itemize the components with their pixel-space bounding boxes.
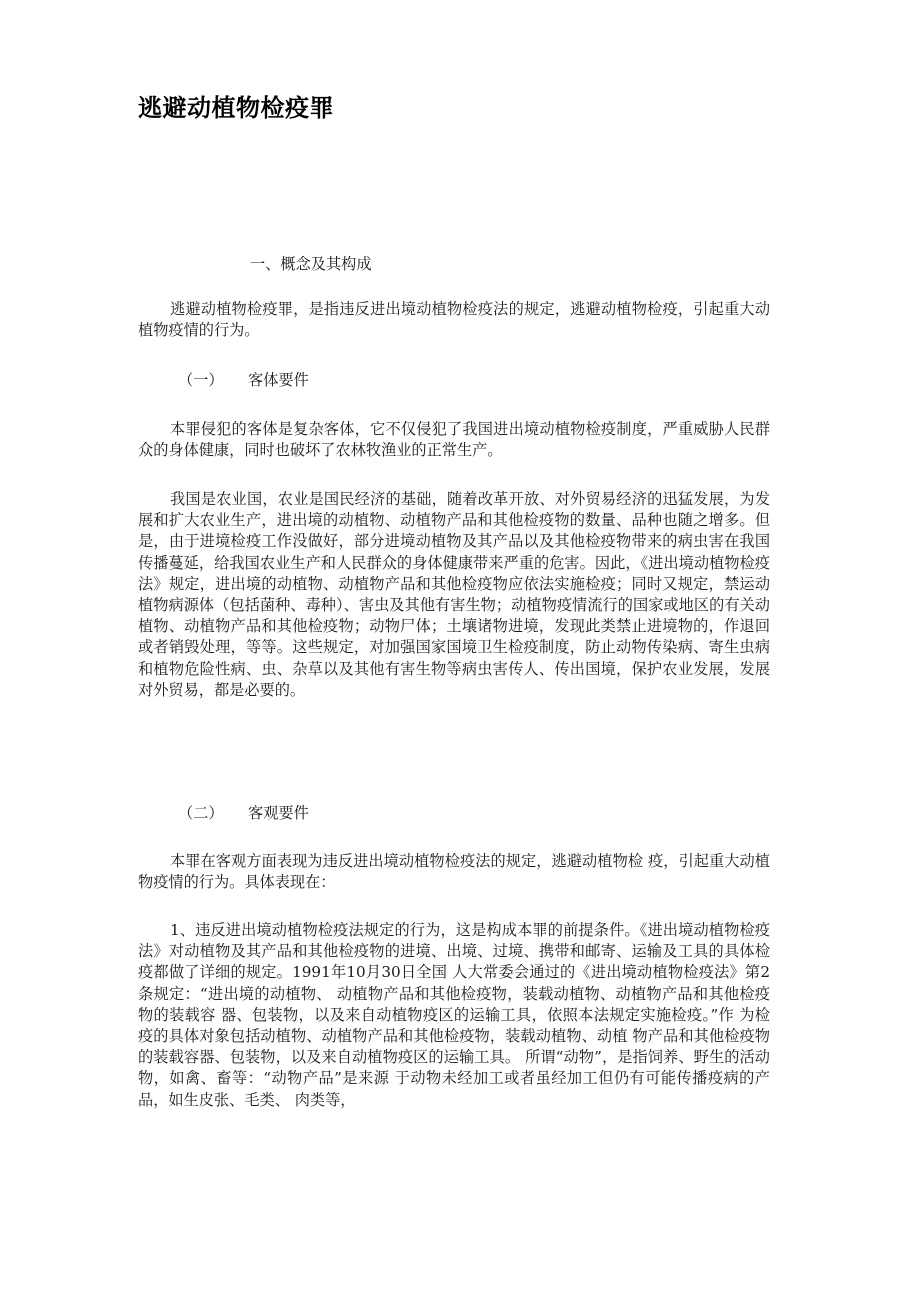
section-heading-concept: 一、概念及其构成	[250, 255, 372, 273]
paragraph-objective-2: 1、违反进出境动植物检疫法规定的行为，这是构成本罪的前提条件。《进出境动植物检疫法》对动植物及其产品和其他检疫物的进境、出境、过境、携带和邮寄、运输及工具的具体检疫都做了详细的规定。1991年10月30日全国 人大常委会通过的《进出境动植物检疫法》第2条规定：“进出境的动植物、 动植物产品和其他检疫物，装载动植物、动植物产品和其他检疫物的装载容 器、包装物，以及来自动植物疫区的运输工具，依照本法规定实施检疫。”作 为检疫的具体对象包括动植物、动植物产品和其他检疫物，装载动植物、动植 物产品和其他检疫物的装载容器、包装物，以及来自动植物疫区的运输工具。 所谓“动物”，是指饲养、野生的活动物，如禽、畜等：“动物产品”是来源 于动物未经加工或者虽经加工但仍有可能传播疫病的产品，如生皮张、毛类、 肉类等，	[138, 921, 770, 1109]
document-title: 逃避动植物检疫罪	[138, 94, 334, 122]
subsection-heading-objective	[138, 803, 810, 824]
paragraph-objective-1: 本罪在客观方面表现为违反进出境动植物检疫法的规定，逃避动植物检 疫，引起重大动植物疫情的行为。具体表现在：	[138, 852, 770, 892]
paragraph-object-2: 我国是农业国，农业是国民经济的基础，随着改革开放、对外贸易经济的迅猛发展，为发展和扩大农业生产，进出境的动植物、动植物产品和其他检疫物的数量、品种也随之增多。但是，由于进境检疫工作没做好，部分进境动植物及其产品以及其他检疫物带来的病虫害在我国传播蔓延，给我国农业生产和人民群众的身体健康带来严重的危害。因此，《进出境动植物检疫法》规定，进出境的动植物、动植物产品和其他检疫物应依法实施检疫；同时又规定，禁运动植物病源体（包括菌种、毒种）、害虫及其他有害生物；动植物疫情流行的国家或地区的有关动植物、动植物产品和其他检疫物；动物尸体；土壤诸物进境，发现此类禁止进境物的，作退回或者销毁处理，等等。这些规定，对加强国家国境卫生检疫制度，防止动物传染病、寄生虫病和植物危险性病、虫、杂草以及其他有害生物等病虫害传人、传出国境，保护农业发展，发展对外贸易，都是必要的。	[138, 490, 770, 699]
paragraph-object-1: 本罪侵犯的客体是复杂客体，它不仅侵犯了我国进出境动植物检疫制度，严重威胁人民群众的身体健康，同时也破坏了农林牧渔业的正常生产。	[138, 420, 770, 460]
subsection-number: （二）	[178, 804, 224, 822]
subsection-heading-object	[138, 370, 810, 391]
subsection-title: 客体要件	[248, 371, 309, 389]
subsection-number: （一）	[178, 371, 224, 389]
definition-paragraph: 逃避动植物检疫罪，是指违反进出境动植物检疫法的规定，逃避动植物检疫，引起重大动植物疫情的行为。	[138, 300, 770, 340]
subsection-title: 客观要件	[248, 804, 309, 822]
